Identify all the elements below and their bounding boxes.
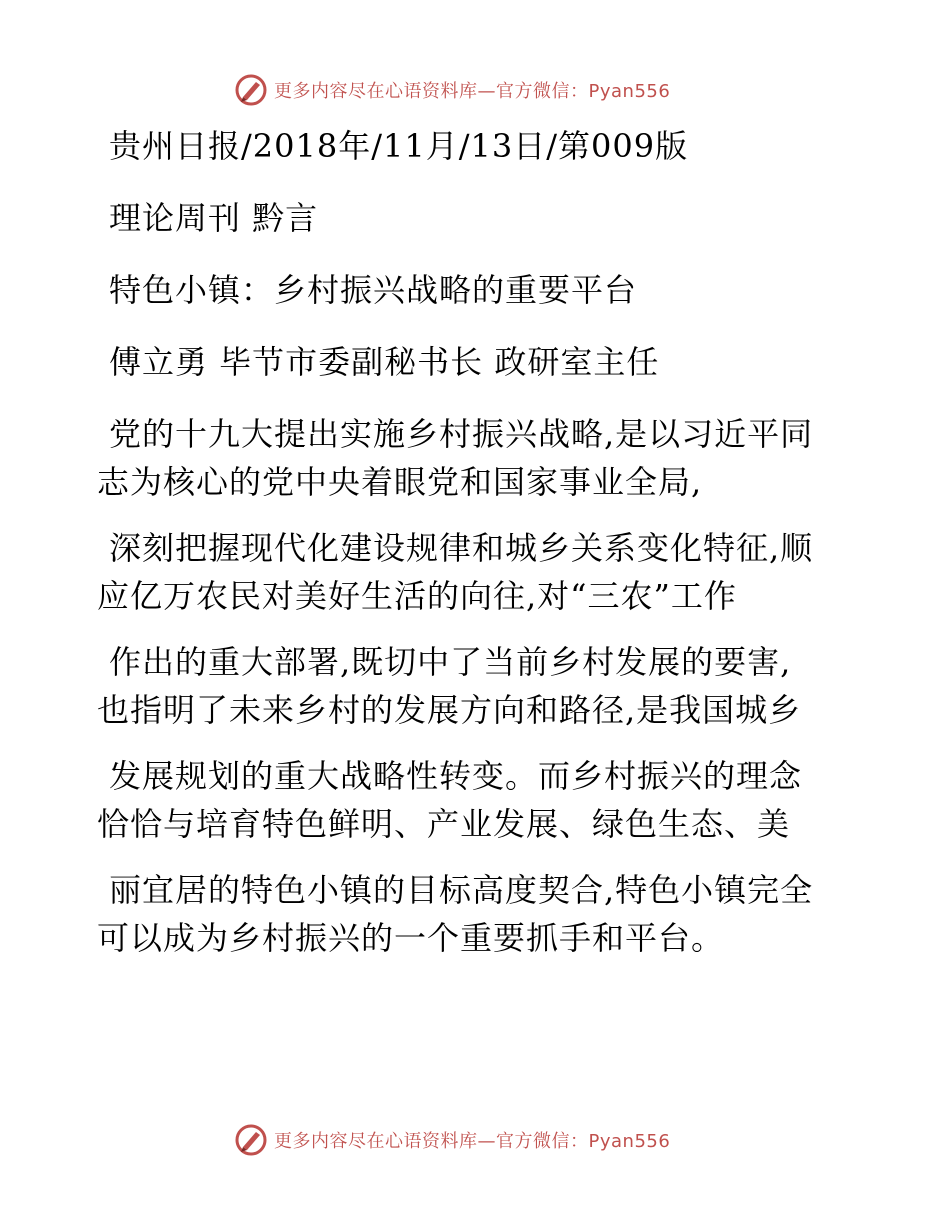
watermark-text: 更多内容尽在心语资料库—官方微信：Pyan556 [274,81,671,102]
author-line: 傅立勇 毕节市委副秘书长 政研室主任 [109,343,660,381]
paragraph-line: 深刻把握现代化建设规律和城乡关系变化特征,顺 [109,529,814,567]
paragraph-line: 恰恰与培育特色鲜明、产业发展、绿色生态、美 [97,805,791,843]
source-line: 贵州日报/2018年/11月/13日/第009版 [109,127,689,165]
article [97,122,857,962]
paragraph-line: 作出的重大部署,既切中了当前乡村发展的要害, [109,643,792,681]
paragraph [97,866,857,962]
pen-logo-icon [234,1123,268,1157]
paragraph-line: 应亿万农民对美好生活的向往,对“三农”工作 [97,577,737,615]
paragraph-line: 志为核心的党中央着眼党和国家事业全局, [97,463,703,501]
paragraph-line: 丽宜居的特色小镇的目标高度契合,特色小镇完全 [109,871,814,909]
paragraph [97,410,857,506]
paragraph-line: 可以成为乡村振兴的一个重要抓手和平台。 [97,919,725,957]
pen-logo-icon [234,73,268,107]
article-title: 特色小镇：乡村振兴战略的重要平台 [109,271,638,309]
paragraph [97,752,857,848]
paragraph-line: 也指明了未来乡村的发展方向和路径,是我国城乡 [97,691,802,729]
paragraph-line: 党的十九大提出实施乡村振兴战略,是以习近平同 [109,415,814,453]
watermark-header [234,72,670,108]
watermark-text: 更多内容尽在心语资料库—官方微信：Pyan556 [274,1131,671,1152]
paragraph-line: 发展规划的重大战略性转变。而乡村振兴的理念 [109,757,803,795]
paragraph [97,524,857,620]
article-meta [97,122,857,386]
column-name: 理论周刊 黔言 [109,199,319,237]
paragraph [97,638,857,734]
watermark-footer [234,1122,670,1158]
